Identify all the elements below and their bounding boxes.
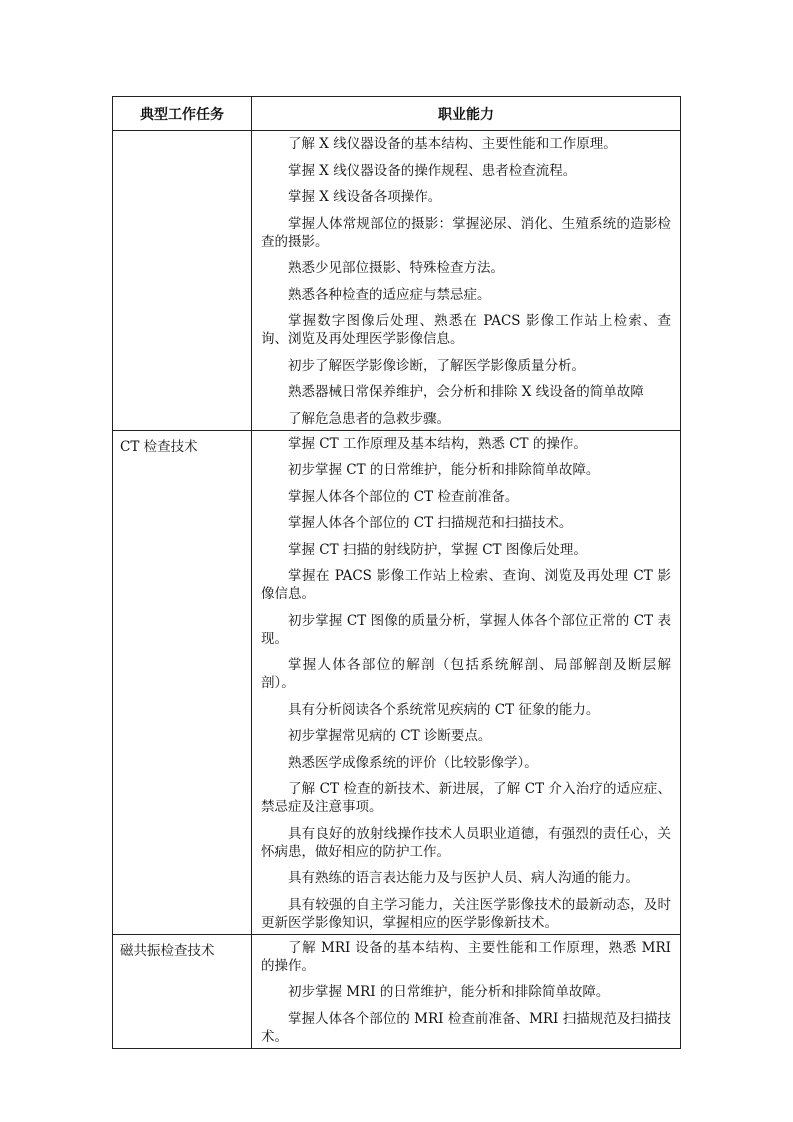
ability-item: 掌握人体常规部位的摄影：掌握泌尿、消化、生殖系统的造影检查的摄影。	[261, 215, 671, 250]
ability-cell	[252, 131, 681, 431]
ability-item: 具有熟练的语言表达能力及与医护人员、病人沟通的能力。	[288, 870, 639, 886]
ability-item: 掌握数字图像后处理、熟悉在 PACS 影像工作站上检索、查询、浏览及再处理医学影像信息。	[261, 313, 671, 347]
ability-cell	[252, 934, 681, 1048]
ability-item: 掌握 CT 扫描的射线防护，掌握 CT 图像后处理。	[288, 541, 587, 558]
task-cell: CT 检查技术	[113, 430, 252, 934]
ability-item: 了解 CT 检查的新技术、新进展，了解 CT 介入治疗的适应症、禁忌症及注意事项。	[261, 781, 671, 815]
ability-item: 掌握 CT 工作原理及基本结构，熟悉 CT 的操作。	[288, 435, 587, 452]
task-cell: 磁共振检查技术	[113, 934, 252, 1048]
ability-item: 具有分析阅读各个系统常见疾病的 CT 征象的能力。	[288, 701, 600, 718]
ability-item: 具有良好的放射线操作技术人员职业道德，有强烈的责任心，关怀病患，做好相应的防护工作。	[261, 825, 671, 860]
ability-item: 了解 MRI 设备的基本结构、主要性能和工作原理，熟悉 MRI 的操作。	[261, 939, 671, 974]
ability-item: 了解 X 线仪器设备的基本结构、主要性能和工作原理。	[288, 136, 617, 152]
table-row	[113, 934, 681, 1048]
table-row	[113, 131, 681, 431]
ability-item: 熟悉各种检查的适应症与禁忌症。	[288, 286, 491, 303]
task-ability-table	[112, 96, 681, 1049]
ability-item: 掌握在 PACS 影像工作站上检索、查询、浏览及再处理 CT 影像信息。	[261, 568, 671, 602]
ability-item: 初步掌握 CT 图像的质量分析，掌握人体各个部位正常的 CT 表现。	[261, 612, 671, 647]
ability-item: 初步了解医学影像诊断，了解医学影像质量分析。	[288, 357, 585, 374]
ability-item: 掌握 X 线设备各项操作。	[288, 189, 442, 205]
ability-item: 掌握人体各个部位的 CT 扫描规范和扫描技术。	[288, 515, 573, 531]
ability-item: 熟悉少见部位摄影、特殊检查方法。	[288, 260, 504, 276]
ability-item: 具有较强的自主学习能力，关注医学影像技术的最新动态，及时更新医学影像知识，掌握相应的医学影像新技术。	[261, 896, 671, 931]
ability-item: 了解危急患者的急救步骤。	[288, 410, 450, 427]
table-body	[113, 131, 681, 1049]
ability-item: 初步掌握常见病的 CT 诊断要点。	[288, 728, 492, 744]
ability-item: 掌握 X 线仪器设备的操作规程、患者检查流程。	[288, 162, 577, 179]
ability-item: 初步掌握 MRI 的日常维护，能分析和排除简单故障。	[288, 984, 610, 1000]
table-row	[113, 430, 681, 934]
ability-item: 初步掌握 CT 的日常维护，能分析和排除简单故障。	[288, 462, 600, 478]
ability-item: 掌握人体各部位的解剖（包括系统解剖、局部解剖及断层解剖）。	[261, 657, 671, 691]
ability-item: 熟悉器械日常保养维护，会分析和排除 X 线设备的简单故障	[288, 384, 644, 400]
header-ability: 职业能力	[252, 97, 681, 131]
header-task: 典型工作任务	[113, 97, 252, 131]
ability-item: 掌握人体各个部位的 CT 检查前准备。	[288, 488, 519, 505]
ability-cell	[252, 430, 681, 934]
ability-item: 熟悉医学成像系统的评价（比较影像学）。	[288, 754, 538, 771]
ability-item: 掌握人体各个部位的 MRI 检查前准备、MRI 扫描规范及扫描技术。	[261, 1010, 671, 1045]
task-cell	[113, 131, 252, 431]
table-header-row	[113, 97, 681, 131]
